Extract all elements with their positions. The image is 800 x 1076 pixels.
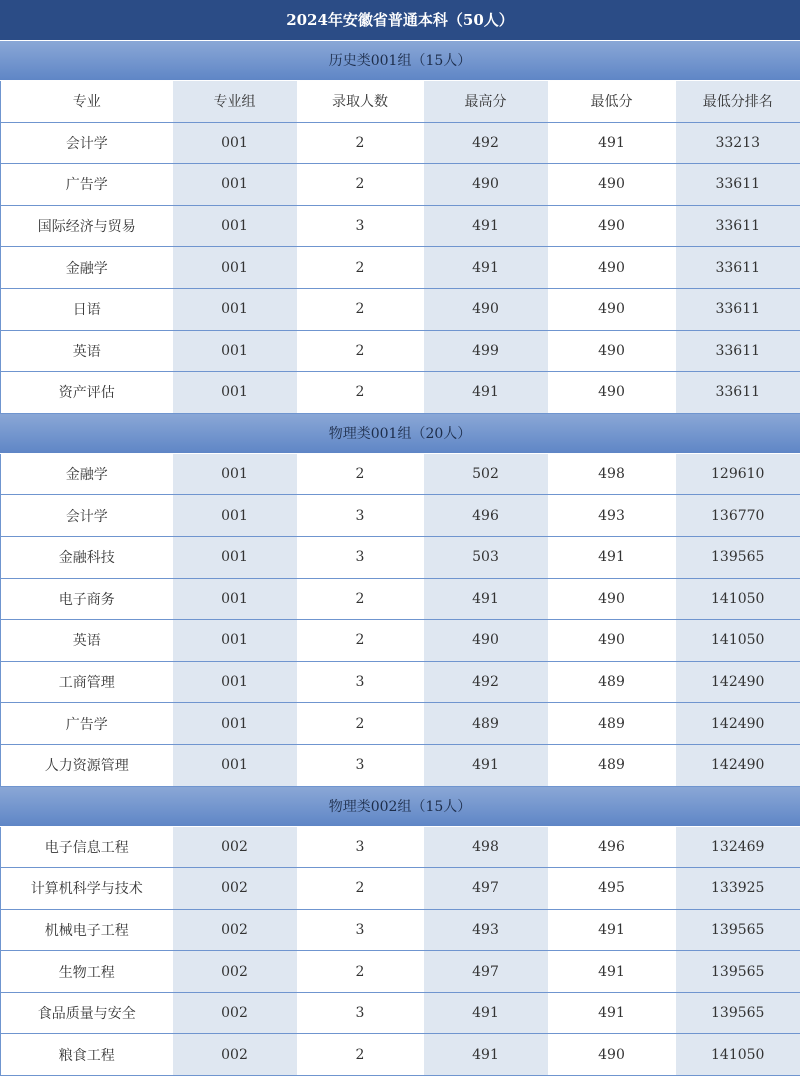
score-table bbox=[0, 454, 800, 787]
table-row bbox=[1, 992, 800, 1034]
header-major: 专业 bbox=[1, 81, 173, 122]
cell-min-rank: 139565 bbox=[676, 992, 800, 1034]
cell-min-score: 490 bbox=[548, 205, 676, 247]
cell-max-score: 491 bbox=[424, 1034, 548, 1076]
cell-min-score: 491 bbox=[548, 992, 676, 1034]
cell-min-score: 490 bbox=[548, 1034, 676, 1076]
group-header-physics-001: 物理类001组（20人） bbox=[0, 414, 800, 454]
cell-group: 002 bbox=[173, 1034, 297, 1076]
cell-admitted: 3 bbox=[297, 661, 424, 703]
table-row bbox=[1, 454, 800, 495]
cell-major: 生物工程 bbox=[1, 951, 173, 993]
table-row bbox=[1, 744, 800, 786]
cell-min-score: 490 bbox=[548, 288, 676, 330]
cell-max-score: 497 bbox=[424, 868, 548, 910]
cell-min-rank: 132469 bbox=[676, 827, 800, 868]
group-header-history-001: 历史类001组（15人） bbox=[0, 41, 800, 81]
header-min-score: 最低分 bbox=[548, 81, 676, 122]
cell-admitted: 2 bbox=[297, 1034, 424, 1076]
cell-major: 日语 bbox=[1, 288, 173, 330]
cell-min-rank: 136770 bbox=[676, 495, 800, 537]
table-row bbox=[1, 661, 800, 703]
header-min-rank: 最低分排名 bbox=[676, 81, 800, 122]
cell-group: 001 bbox=[173, 578, 297, 620]
cell-group: 001 bbox=[173, 372, 297, 414]
cell-major: 会计学 bbox=[1, 122, 173, 164]
cell-admitted: 2 bbox=[297, 122, 424, 164]
cell-min-score: 489 bbox=[548, 703, 676, 745]
table-row bbox=[1, 122, 800, 164]
cell-major: 英语 bbox=[1, 620, 173, 662]
cell-admitted: 2 bbox=[297, 330, 424, 372]
cell-major: 工商管理 bbox=[1, 661, 173, 703]
cell-major: 电子商务 bbox=[1, 578, 173, 620]
cell-max-score: 490 bbox=[424, 620, 548, 662]
cell-min-rank: 33213 bbox=[676, 122, 800, 164]
cell-min-score: 491 bbox=[548, 122, 676, 164]
cell-min-rank: 33611 bbox=[676, 372, 800, 414]
cell-admitted: 2 bbox=[297, 164, 424, 206]
cell-max-score: 490 bbox=[424, 288, 548, 330]
group-rows bbox=[1, 454, 800, 786]
cell-min-rank: 33611 bbox=[676, 164, 800, 206]
cell-max-score: 498 bbox=[424, 827, 548, 868]
cell-group: 001 bbox=[173, 247, 297, 289]
table-row bbox=[1, 205, 800, 247]
cell-major: 粮食工程 bbox=[1, 1034, 173, 1076]
cell-min-score: 491 bbox=[548, 909, 676, 951]
table-row bbox=[1, 620, 800, 662]
column-header-row bbox=[1, 81, 800, 122]
cell-min-rank: 139565 bbox=[676, 909, 800, 951]
cell-admitted: 2 bbox=[297, 620, 424, 662]
table-row bbox=[1, 578, 800, 620]
score-table bbox=[0, 81, 800, 414]
table-title: 2024年安徽省普通本科（50人） bbox=[0, 0, 800, 41]
cell-group: 001 bbox=[173, 205, 297, 247]
cell-group: 001 bbox=[173, 164, 297, 206]
cell-max-score: 502 bbox=[424, 454, 548, 495]
cell-group: 002 bbox=[173, 868, 297, 910]
cell-max-score: 497 bbox=[424, 951, 548, 993]
cell-max-score: 489 bbox=[424, 703, 548, 745]
cell-major: 人力资源管理 bbox=[1, 744, 173, 786]
group-rows bbox=[1, 827, 800, 1076]
header-max-score: 最高分 bbox=[424, 81, 548, 122]
cell-major: 计算机科学与技术 bbox=[1, 868, 173, 910]
cell-min-score: 490 bbox=[548, 247, 676, 289]
cell-group: 001 bbox=[173, 330, 297, 372]
cell-admitted: 2 bbox=[297, 288, 424, 330]
cell-min-score: 490 bbox=[548, 372, 676, 414]
cell-group: 001 bbox=[173, 744, 297, 786]
cell-group: 002 bbox=[173, 992, 297, 1034]
cell-min-score: 491 bbox=[548, 951, 676, 993]
cell-major: 会计学 bbox=[1, 495, 173, 537]
cell-max-score: 499 bbox=[424, 330, 548, 372]
cell-group: 002 bbox=[173, 909, 297, 951]
cell-max-score: 490 bbox=[424, 164, 548, 206]
cell-min-score: 495 bbox=[548, 868, 676, 910]
cell-major: 国际经济与贸易 bbox=[1, 205, 173, 247]
cell-admitted: 2 bbox=[297, 454, 424, 495]
table-row bbox=[1, 909, 800, 951]
header-admitted: 录取人数 bbox=[297, 81, 424, 122]
score-table bbox=[0, 827, 800, 1076]
group-rows bbox=[1, 122, 800, 413]
cell-group: 001 bbox=[173, 703, 297, 745]
cell-admitted: 2 bbox=[297, 951, 424, 993]
cell-group: 002 bbox=[173, 827, 297, 868]
cell-min-rank: 139565 bbox=[676, 951, 800, 993]
cell-min-rank: 129610 bbox=[676, 454, 800, 495]
cell-min-rank: 141050 bbox=[676, 578, 800, 620]
cell-min-score: 498 bbox=[548, 454, 676, 495]
table-row bbox=[1, 536, 800, 578]
cell-max-score: 491 bbox=[424, 744, 548, 786]
cell-max-score: 491 bbox=[424, 372, 548, 414]
cell-group: 001 bbox=[173, 288, 297, 330]
cell-min-rank: 139565 bbox=[676, 536, 800, 578]
table-row bbox=[1, 868, 800, 910]
cell-major: 广告学 bbox=[1, 703, 173, 745]
cell-min-rank: 142490 bbox=[676, 744, 800, 786]
cell-group: 001 bbox=[173, 122, 297, 164]
cell-major: 金融科技 bbox=[1, 536, 173, 578]
cell-min-score: 491 bbox=[548, 536, 676, 578]
cell-max-score: 496 bbox=[424, 495, 548, 537]
cell-min-score: 490 bbox=[548, 330, 676, 372]
table-row bbox=[1, 330, 800, 372]
cell-min-rank: 141050 bbox=[676, 620, 800, 662]
group-header-physics-002: 物理类002组（15人） bbox=[0, 787, 800, 827]
table-row bbox=[1, 1034, 800, 1076]
cell-min-score: 489 bbox=[548, 661, 676, 703]
table-row bbox=[1, 495, 800, 537]
cell-admitted: 3 bbox=[297, 495, 424, 537]
cell-max-score: 503 bbox=[424, 536, 548, 578]
cell-max-score: 491 bbox=[424, 992, 548, 1034]
cell-max-score: 491 bbox=[424, 578, 548, 620]
cell-admitted: 2 bbox=[297, 703, 424, 745]
cell-max-score: 491 bbox=[424, 247, 548, 289]
cell-major: 电子信息工程 bbox=[1, 827, 173, 868]
cell-min-rank: 133925 bbox=[676, 868, 800, 910]
cell-max-score: 492 bbox=[424, 122, 548, 164]
cell-admitted: 2 bbox=[297, 247, 424, 289]
table-row bbox=[1, 703, 800, 745]
table-row bbox=[1, 951, 800, 993]
cell-min-rank: 142490 bbox=[676, 661, 800, 703]
cell-min-score: 490 bbox=[548, 164, 676, 206]
cell-group: 001 bbox=[173, 661, 297, 703]
cell-group: 001 bbox=[173, 536, 297, 578]
cell-major: 机械电子工程 bbox=[1, 909, 173, 951]
cell-admitted: 3 bbox=[297, 992, 424, 1034]
cell-min-rank: 33611 bbox=[676, 288, 800, 330]
cell-admitted: 3 bbox=[297, 909, 424, 951]
cell-min-score: 496 bbox=[548, 827, 676, 868]
cell-min-rank: 33611 bbox=[676, 330, 800, 372]
cell-min-rank: 142490 bbox=[676, 703, 800, 745]
cell-group: 001 bbox=[173, 620, 297, 662]
table-row bbox=[1, 288, 800, 330]
cell-major: 广告学 bbox=[1, 164, 173, 206]
cell-admitted: 3 bbox=[297, 536, 424, 578]
cell-major: 资产评估 bbox=[1, 372, 173, 414]
cell-max-score: 493 bbox=[424, 909, 548, 951]
cell-min-score: 490 bbox=[548, 578, 676, 620]
cell-admitted: 3 bbox=[297, 827, 424, 868]
table-row bbox=[1, 164, 800, 206]
table-row bbox=[1, 827, 800, 868]
cell-admitted: 3 bbox=[297, 744, 424, 786]
cell-min-score: 490 bbox=[548, 620, 676, 662]
cell-group: 002 bbox=[173, 951, 297, 993]
table-row bbox=[1, 247, 800, 289]
cell-major: 金融学 bbox=[1, 247, 173, 289]
cell-max-score: 491 bbox=[424, 205, 548, 247]
cell-min-rank: 33611 bbox=[676, 247, 800, 289]
header-group: 专业组 bbox=[173, 81, 297, 122]
cell-admitted: 2 bbox=[297, 372, 424, 414]
cell-group: 001 bbox=[173, 495, 297, 537]
table-row bbox=[1, 372, 800, 414]
cell-major: 英语 bbox=[1, 330, 173, 372]
cell-admitted: 2 bbox=[297, 578, 424, 620]
cell-min-score: 493 bbox=[548, 495, 676, 537]
cell-max-score: 492 bbox=[424, 661, 548, 703]
cell-major: 金融学 bbox=[1, 454, 173, 495]
cell-min-rank: 33611 bbox=[676, 205, 800, 247]
cell-min-score: 489 bbox=[548, 744, 676, 786]
cell-admitted: 3 bbox=[297, 205, 424, 247]
cell-major: 食品质量与安全 bbox=[1, 992, 173, 1034]
cell-group: 001 bbox=[173, 454, 297, 495]
cell-min-rank: 141050 bbox=[676, 1034, 800, 1076]
cell-admitted: 2 bbox=[297, 868, 424, 910]
